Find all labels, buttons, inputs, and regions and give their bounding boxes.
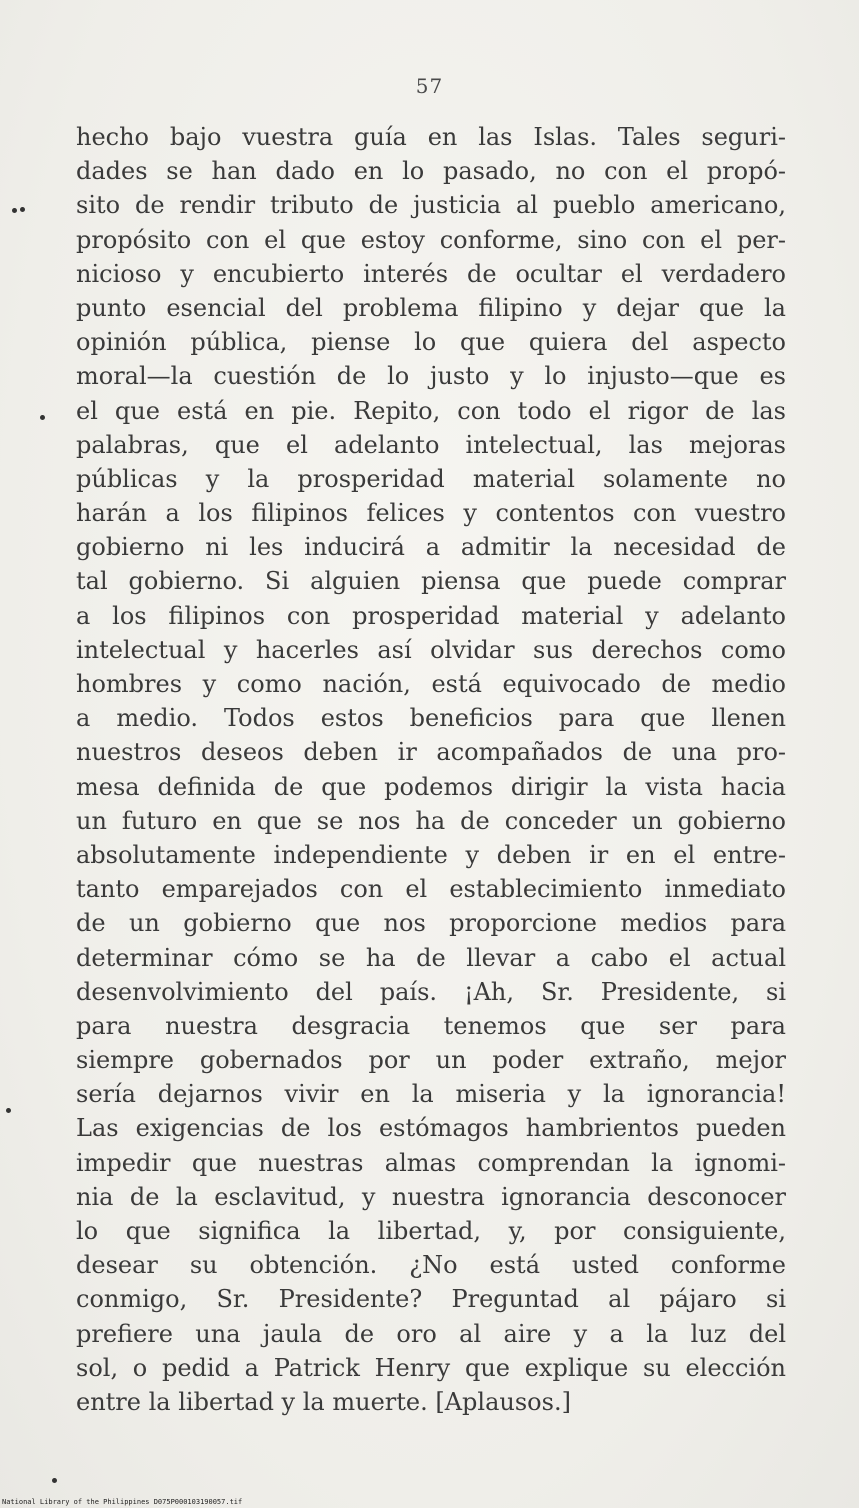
text-line: públicas y la prosperidad material solamente no [76, 464, 786, 493]
text-line: opinión pública, piense lo que quiera del aspecto [76, 328, 786, 357]
margin-speck [20, 207, 25, 212]
text-line: sería dejarnos vivir en la miseria y la ignorancia! [76, 1080, 786, 1109]
text-line: nuestros deseos deben ir acompañados de una pro- [76, 738, 786, 767]
page-number: 57 [415, 74, 444, 98]
text-line: sol, o pedid a Patrick Henry que explique su elección [76, 1353, 786, 1382]
text-line: desear su obtención. ¿No está usted conforme [76, 1251, 786, 1280]
text-line: para nuestra desgracia tenemos que ser para [76, 1011, 786, 1040]
margin-speck [40, 415, 45, 420]
margin-speck [12, 208, 17, 213]
body-text [76, 120, 786, 1419]
margin-speck [6, 1108, 11, 1113]
text-line: impedir que nuestras almas comprendan la ignomi- [76, 1148, 786, 1177]
text-line: nia de la esclavitud, y nuestra ignorancia desconocer [76, 1182, 786, 1211]
text-line: punto esencial del problema filipino y dejar que la [76, 293, 786, 322]
text-line: nicioso y encubierto interés de ocultar el verdadero [76, 259, 786, 288]
text-line: de un gobierno que nos proporcione medios para [76, 909, 786, 938]
text-line: entre la libertad y la muerte. [Aplausos.] [76, 1387, 571, 1416]
text-line: un futuro en que se nos ha de conceder un gobierno [76, 806, 786, 835]
text-line: el que está en pie. Repito, con todo el rigor de las [76, 396, 786, 425]
text-line: conmigo, Sr. Presidente? Preguntad al pájaro si [76, 1285, 786, 1314]
text-line: lo que significa la libertad, y, por consiguiente, [76, 1217, 786, 1245]
text-line: hecho bajo vuestra guía en las Islas. Tales seguri- [76, 123, 786, 151]
text-line: tal gobierno. Si alguien piensa que puede comprar [76, 567, 786, 596]
text-line: mesa definida de que podemos dirigir la vista hacia [76, 772, 786, 801]
text-line: a medio. Todos estos beneficios para que llenen [76, 704, 786, 733]
text-line: siempre gobernados por un poder extraño, mejor [76, 1046, 786, 1075]
text-line: desenvolvimiento del país. ¡Ah, Sr. Presidente, si [76, 977, 786, 1006]
text-line: harán a los filipinos felices y contentos con vuestro [76, 499, 786, 528]
text-line: prefiere una jaula de oro al aire y a la luz del [76, 1319, 786, 1348]
text-line: Las exigencias de los estómagos hambrientos pueden [76, 1114, 786, 1143]
text-line: tanto emparejados con el establecimiento inmediato [76, 875, 786, 904]
margin-speck [52, 1478, 57, 1483]
text-line: propósito con el que estoy conforme, sino con el per- [76, 225, 786, 254]
text-line: palabras, que el adelanto intelectual, las mejoras [76, 430, 786, 459]
text-line: moral—la cuestión de lo justo y lo injusto—que es [76, 362, 786, 391]
text-line: sito de rendir tributo de justicia al pueblo americano, [76, 191, 786, 220]
text-line: absolutamente independiente y deben ir en el entre- [76, 840, 786, 869]
text-line: dades se han dado en lo pasado, no con el propó- [76, 157, 786, 186]
text-line: a los filipinos con prosperidad material y adelanto [76, 601, 786, 630]
scan-footer: National Library of the Philippines D075P000103190057.tif [2, 1498, 243, 1506]
text-line: hombres y como nación, está equivocado de medio [76, 670, 786, 698]
text-line: gobierno ni les inducirá a admitir la necesidad de [76, 533, 786, 562]
text-line: intelectual y hacerles así olvidar sus derechos como [76, 635, 786, 664]
text-line: determinar cómo se ha de llevar a cabo el actual [76, 943, 786, 972]
